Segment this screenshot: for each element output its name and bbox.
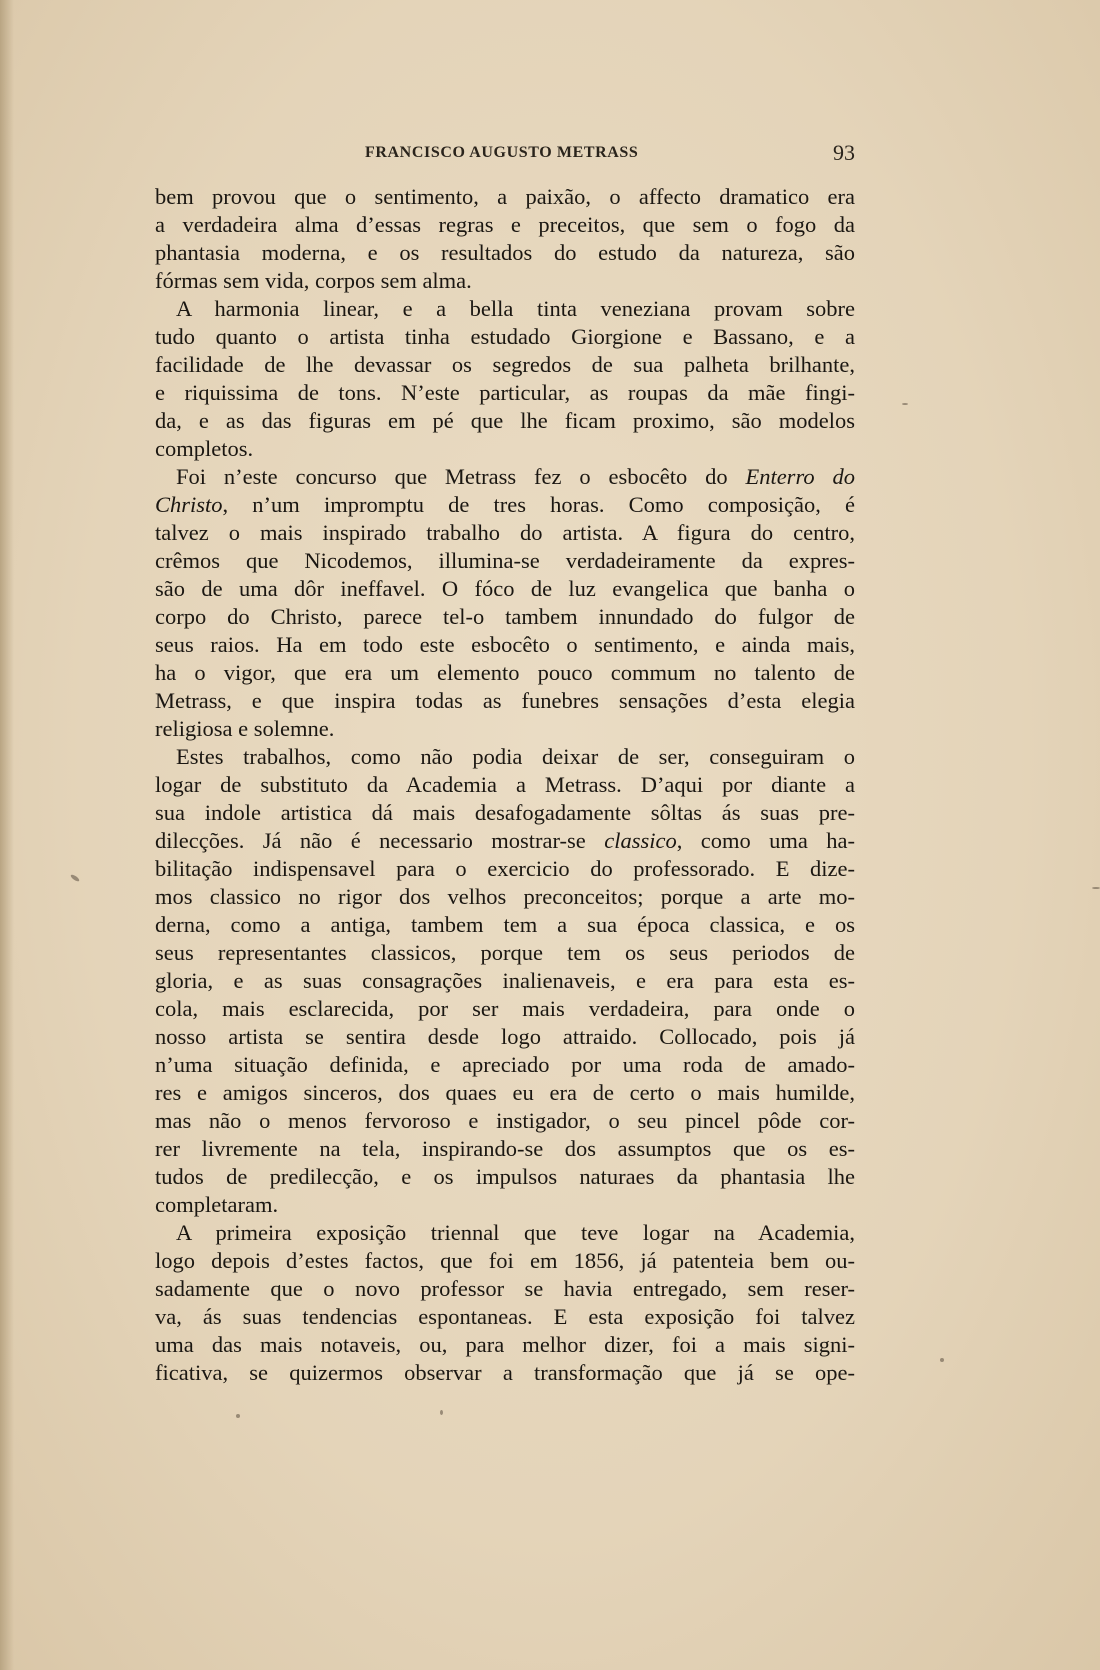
text-line: gloria, e as suas consagrações inalienaveis, e era para esta es-: [155, 968, 855, 993]
text-line: res e amigos sinceros, dos quaes eu era de certo o mais humilde,: [155, 1080, 855, 1105]
text-line: [155, 463, 855, 491]
page-number: 93: [833, 140, 855, 165]
text-segment: , como uma ha-: [676, 828, 855, 853]
text-line: sadamente que o novo professor se havia entregado, sem reser-: [155, 1276, 855, 1301]
text-line: A harmonia linear, e a bella tinta veneziana provam sobre: [176, 296, 855, 321]
paper-speck: [70, 873, 80, 882]
text-line: n’uma situação definida, e apreciado por uma roda de amado-: [155, 1052, 855, 1077]
text-line: rer livremente na tela, inspirando-se dos assumptos que os es-: [155, 1136, 855, 1161]
text-line: a verdadeira alma d’essas regras e preceitos, que sem o fogo da: [155, 212, 855, 237]
text-line: crêmos que Nicodemos, illumina-se verdadeiramente da expres-: [155, 548, 855, 573]
text-line: e riquissima de tons. N’este particular, as roupas da mãe fingi-: [155, 380, 855, 405]
text-line: seus raios. Ha em todo este esbocêto o sentimento, e ainda mais,: [155, 632, 855, 657]
running-header: [155, 140, 855, 170]
text-segment: classico: [604, 828, 677, 853]
text-line: nosso artista se sentira desde logo attraido. Collocado, pois já: [155, 1024, 855, 1049]
text-line: tudos de predilecção, e os impulsos naturaes da phantasia lhe: [155, 1164, 855, 1189]
text-line: religiosa e solemne.: [155, 716, 335, 741]
text-segment: , n’um impromptu de tres horas. Como composição, é: [222, 492, 855, 517]
text-line: ficativa, se quizermos observar a transformação que já se ope-: [155, 1360, 855, 1385]
text-line: mos classico no rigor dos velhos preconceitos; porque a arte mo-: [155, 884, 855, 909]
text-line: sua indole artistica dá mais desafogadamente sôltas ás suas pre-: [155, 800, 855, 825]
paper-speck: [1092, 887, 1100, 889]
paper-speck: [902, 403, 908, 405]
page-binding-edge: [0, 0, 14, 1670]
text-line: Metrass, e que inspira todas as funebres sensações d’esta elegia: [155, 688, 855, 713]
text-line: da, e as das figuras em pé que lhe ficam proximo, são modelos: [155, 408, 855, 433]
text-line: tudo quanto o artista tinha estudado Giorgione e Bassano, e a: [155, 324, 855, 349]
text-line: logo depois d’estes factos, que foi em 1856, já patenteia bem ou-: [155, 1248, 855, 1273]
text-line: corpo do Christo, parece tel-o tambem innundado do fulgor de: [155, 604, 855, 629]
text-line: A primeira exposição triennal que teve logar na Academia,: [176, 1220, 855, 1245]
text-line: seus representantes classicos, porque tem os seus periodos de: [155, 940, 855, 965]
text-line: cola, mais esclarecida, por ser mais verdadeira, para onde o: [155, 996, 855, 1021]
text-segment: Foi n’este concurso que Metrass fez o esbocêto do: [176, 464, 746, 489]
text-line: va, ás suas tendencias espontaneas. E esta exposição foi talvez: [155, 1304, 855, 1329]
text-segment: Enterro do: [745, 464, 855, 489]
text-line: derna, como a antiga, tambem tem a sua época classica, e os: [155, 912, 855, 937]
text-line: bilitação indispensavel para o exercicio do professorado. E dize-: [155, 856, 855, 881]
text-line: completos.: [155, 436, 254, 461]
running-title: FRANCISCO AUGUSTO METRASS: [365, 144, 639, 161]
text-line: facilidade de lhe devassar os segredos de sua palheta brilhante,: [155, 352, 855, 377]
text-segment: Christo: [155, 492, 223, 517]
text-line: bem provou que o sentimento, a paixão, o affecto dramatico era: [155, 184, 855, 209]
text-line: logar de substituto da Academia a Metrass. D’aqui por diante a: [155, 772, 855, 797]
text-line: são de uma dôr ineffavel. O fóco de luz evangelica que banha o: [155, 576, 855, 601]
text-segment: dilecções. Já não é necessario mostrar-se: [155, 828, 605, 853]
text-line: mas não o menos fervoroso e instigador, o seu pincel pôde cor-: [155, 1108, 855, 1133]
body-text: [155, 183, 855, 1387]
text-line: ha o vigor, que era um elemento pouco commum no talento de: [155, 660, 855, 685]
text-line: fórmas sem vida, corpos sem alma.: [155, 268, 472, 293]
text-line: completaram.: [155, 1192, 279, 1217]
text-line: [155, 827, 855, 855]
text-line: uma das mais notaveis, ou, para melhor dizer, foi a mais signi-: [155, 1332, 855, 1357]
text-line: talvez o mais inspirado trabalho do artista. A figura do centro,: [155, 520, 855, 545]
text-line: [155, 491, 855, 519]
text-line: Estes trabalhos, como não podia deixar de ser, conseguiram o: [176, 744, 855, 769]
text-line: phantasia moderna, e os resultados do estudo da natureza, são: [155, 240, 855, 265]
paper-speck: [440, 1410, 443, 1415]
paper-speck: [940, 1358, 944, 1362]
paper-speck: [236, 1414, 240, 1418]
